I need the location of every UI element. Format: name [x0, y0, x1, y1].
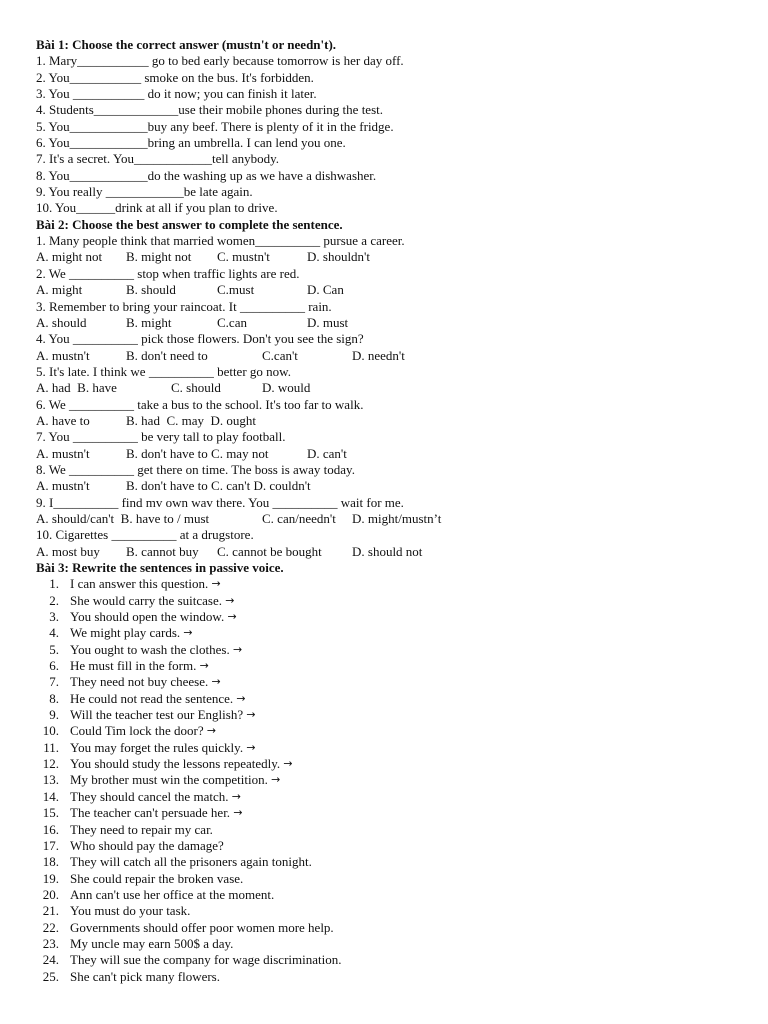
arrow-right-icon: → [211, 577, 221, 591]
sentence-text: You must do your task. [70, 903, 191, 919]
part2-options [36, 413, 736, 429]
part3-item [36, 658, 736, 674]
part2-options [36, 511, 736, 527]
part3-heading: Bài 3: Rewrite the sentences in passive voice. [36, 560, 284, 575]
part3-item [36, 772, 736, 788]
part3-list [36, 576, 736, 985]
option-b: B. might [126, 314, 172, 330]
item-number: 14. [42, 788, 59, 804]
item-number: 17. [42, 837, 59, 853]
part3-item [36, 822, 736, 838]
item-number: 8. [49, 690, 59, 706]
option-a: A. might not [36, 249, 103, 265]
part2-question: 2. We __________ stop when traffic lights are red. [36, 265, 300, 281]
option-c: C.must [217, 282, 255, 298]
item-number: 19. [42, 870, 59, 886]
arrow-right-icon: → [206, 724, 217, 738]
item-number: 4. [49, 625, 59, 641]
option-b-c: B. don't have to C. may not [126, 445, 269, 461]
sentence-text: We might play cards. [70, 625, 184, 641]
part2-options [36, 315, 736, 331]
arrow-right-icon: → [183, 626, 193, 640]
sentence-text: They need not buy cheese. [70, 674, 212, 690]
sentence-text: My uncle may earn 500$ a day. [70, 935, 234, 951]
item-number: 24. [42, 952, 59, 968]
part3-item [36, 576, 736, 592]
part3-item [36, 920, 736, 936]
sentence-text: The teacher can't persuade her. [70, 805, 234, 821]
part3-item [36, 674, 736, 690]
option-b: B. cannot buy [126, 543, 199, 559]
part2-options [36, 446, 736, 462]
item-number: 15. [42, 805, 59, 821]
item-number: 21. [42, 903, 59, 919]
sentence-text: You may forget the rules quickly. [70, 739, 247, 755]
item-number: 22. [42, 919, 59, 935]
arrow-right-icon: → [225, 593, 235, 607]
option-c: C. can/needn't [262, 510, 336, 526]
part2-question: 3. Remember to bring your raincoat. It __________ rain. [36, 298, 332, 314]
option-d: D. must [307, 314, 349, 330]
item-number: 1. [49, 576, 59, 592]
part3-item [36, 723, 736, 739]
part2-options [36, 249, 736, 265]
part2-options [36, 544, 736, 560]
part2-options [36, 478, 736, 494]
item-number: 20. [42, 886, 59, 902]
sentence-text: He could not read the sentence. [70, 690, 237, 706]
option-d: D. shouldn't [307, 249, 371, 265]
part2-question: 9. I__________ find mv own wav there. You __________ wait for me. [36, 494, 404, 510]
arrow-right-icon: → [246, 740, 256, 754]
arrow-right-icon: → [233, 806, 243, 820]
item-number: 6. [49, 658, 59, 674]
item-number: 10. [42, 723, 59, 739]
item-number: 9. [49, 707, 59, 723]
part1-item: 6. You____________bring an umbrella. I can lend you one. [36, 135, 346, 151]
sentence-text: Ann can't use her office at the moment. [70, 886, 275, 902]
option-a-b: A. had B. have [36, 380, 117, 396]
sentence-text: They need to repair my car. [70, 821, 213, 837]
arrow-right-icon: → [283, 757, 293, 771]
part2-question: 7. You __________ be very tall to play football. [36, 429, 286, 445]
item-number: 16. [42, 821, 59, 837]
part1-item: 8. You____________do the washing up as we have a dishwasher. [36, 167, 377, 183]
item-number: 25. [42, 968, 59, 984]
option-d: D. should not [352, 543, 423, 559]
sentence-text: Governments should offer poor women more help. [70, 919, 334, 935]
sentence-text: You ought to wash the clothes. [70, 641, 233, 657]
part2-question: 4. You __________ pick those flowers. Don't you see the sign? [36, 331, 364, 347]
arrow-right-icon: → [211, 675, 221, 689]
arrow-right-icon: → [199, 659, 209, 673]
arrow-right-icon: → [236, 691, 246, 705]
part3-item [36, 707, 736, 723]
part1-item: 5. You____________buy any beef. There is plenty of it in the fridge. [36, 118, 394, 134]
option-a: A. most buy [36, 543, 100, 559]
option-d: D. would [262, 380, 311, 396]
option-d: D. Can [307, 282, 344, 298]
part2-question: 5. It's late. I think we __________ better go now. [36, 363, 291, 379]
option-a: A. mustn't [36, 347, 90, 363]
option-a-b: A. should/can't B. have to / must [36, 510, 210, 526]
option-d: D. needn't [352, 347, 405, 363]
part3-item [36, 871, 736, 887]
part3-item [36, 789, 736, 805]
sentence-text: She can't pick many flowers. [70, 968, 220, 984]
part3-item [36, 593, 736, 609]
option-c: C. mustn't [217, 249, 270, 265]
sentence-text: Could Tim lock the door? [70, 723, 207, 739]
option-b: B. might not [126, 249, 192, 265]
option-a: A. have to [36, 412, 90, 428]
option-b: B. should [126, 282, 176, 298]
sentence-text: They will sue the company for wage discrimination. [70, 952, 342, 968]
option-d: D. might/mustn’t [352, 510, 442, 526]
part1-item: 1. Mary___________ go to bed early because tomorrow is her day off. [36, 53, 404, 69]
item-number: 12. [42, 756, 59, 772]
item-number: 11. [43, 739, 59, 755]
option-a: A. mustn't [36, 478, 90, 494]
sentence-text: Will the teacher test our English? [70, 707, 247, 723]
sentence-text: You should open the window. [70, 609, 228, 625]
option-b-c-d: B. don't have to C. can't D. couldn't [126, 478, 311, 494]
part3-item [36, 838, 736, 854]
item-number: 18. [42, 854, 59, 870]
part2-options [36, 380, 736, 396]
part1-item: 10. You______drink at all if you plan to drive. [36, 200, 278, 216]
part3-item [36, 952, 736, 968]
part1-item: 7. It's a secret. You____________tell anybody. [36, 151, 280, 167]
part3-item [36, 756, 736, 772]
part1-item: 2. You___________ smoke on the bus. It's forbidden. [36, 69, 314, 85]
part1-item: 3. You ___________ do it now; you can finish it later. [36, 86, 317, 102]
item-number: 23. [42, 935, 59, 951]
item-number: 3. [49, 609, 59, 625]
option-c: C. should [171, 380, 221, 396]
part3-item [36, 805, 736, 821]
sentence-text: He must fill in the form. [70, 658, 200, 674]
arrow-right-icon: → [232, 642, 243, 656]
sentence-text: I can answer this question. [70, 576, 212, 592]
item-number: 2. [49, 592, 59, 608]
part1-item: 9. You really ____________be late again. [36, 184, 253, 200]
option-d: D. can't [307, 445, 347, 461]
arrow-right-icon: → [246, 708, 256, 722]
part3-item [36, 691, 736, 707]
part3-item [36, 625, 736, 641]
part2-heading: Bài 2: Choose the best answer to complete the sentence. [36, 216, 343, 232]
option-b-c-d: B. had C. may D. ought [126, 412, 256, 428]
sentence-text: My brother must win the competition. [70, 772, 272, 788]
part2-options [36, 282, 736, 298]
item-number: 7. [49, 674, 59, 690]
part2-question: 8. We __________ get there on time. The boss is away today. [36, 461, 355, 477]
sentence-text: They should cancel the match. [70, 788, 232, 804]
arrow-right-icon: → [271, 773, 281, 787]
part3-item [36, 642, 736, 658]
option-a: A. might [36, 282, 83, 298]
part3-item [36, 740, 736, 756]
part3-item [36, 969, 736, 985]
arrow-right-icon: → [231, 789, 241, 803]
part2-question: 6. We __________ take a bus to the school. It's too far to walk. [36, 396, 364, 412]
sentence-text: Who should pay the damage? [70, 837, 224, 853]
part3-item [36, 887, 736, 903]
part1-heading: Bài 1: Choose the correct answer (mustn't or needn't). [36, 37, 337, 52]
arrow-right-icon: → [227, 610, 237, 624]
part3-item [36, 609, 736, 625]
option-b: B. don't need to [126, 347, 208, 363]
part3-item [36, 903, 736, 919]
sentence-text: You should study the lessons repeatedly. [70, 756, 284, 772]
sentence-text: She would carry the suitcase. [70, 592, 226, 608]
option-c: C. cannot be bought [217, 543, 322, 559]
part3-item [36, 936, 736, 952]
option-a: A. mustn't [36, 445, 90, 461]
item-number: 13. [42, 772, 59, 788]
part2-question: 10. Cigarettes __________ at a drugstore. [36, 527, 254, 543]
part2-question: 1. Many people think that married women__________ pursue a career. [36, 233, 405, 249]
option-c: C.can't [262, 347, 298, 363]
part2-options [36, 348, 736, 364]
worksheet [36, 37, 736, 985]
option-a: A. should [36, 314, 87, 330]
part3-item [36, 854, 736, 870]
item-number: 5. [49, 641, 59, 657]
option-c: C.can [217, 314, 247, 330]
sentence-text: She could repair the broken vase. [70, 870, 244, 886]
part1-item: 4. Students_____________use their mobile phones during the test. [36, 102, 383, 118]
sentence-text: They will catch all the prisoners again tonight. [70, 854, 312, 870]
